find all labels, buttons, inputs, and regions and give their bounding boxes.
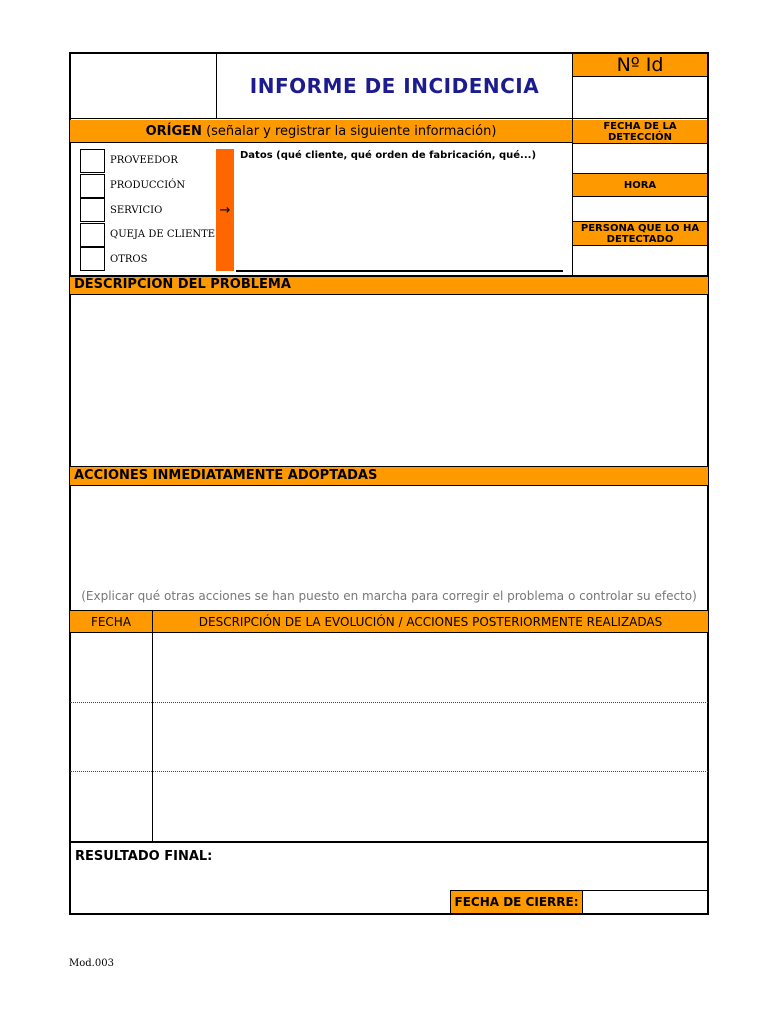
option-label-servicio: SERVICIO <box>110 205 163 216</box>
time-label: HORA <box>573 174 707 197</box>
evolution-description-cell-2[interactable] <box>153 703 708 771</box>
arrow-glyph: → <box>219 202 231 218</box>
option-label-otros: OTROS <box>110 254 148 265</box>
id-label: Nº Id <box>573 54 707 77</box>
problem-header: DESCRIPCIÓN DEL PROBLEMA <box>70 277 708 295</box>
actions-header: ACCIONES INMEDIATAMENTE ADOPTADAS <box>70 467 708 486</box>
checkbox-proveedor[interactable] <box>80 149 105 173</box>
origin-header-note: (señalar y registrar la siguiente información) <box>201 123 497 139</box>
origin-header-label: ORÍGEN <box>145 123 202 139</box>
evolution-date-header: FECHA <box>70 611 152 633</box>
evolution-date-cell-3[interactable] <box>70 772 152 841</box>
final-result-field[interactable] <box>70 866 450 912</box>
evolution-date-cell-1[interactable] <box>70 634 152 702</box>
person-label: PERSONA QUE LO HA DETECTADO <box>573 222 707 246</box>
actions-field[interactable] <box>70 487 708 587</box>
data-label: Datos (qué cliente, qué orden de fabricación, qué...) <box>240 150 537 161</box>
form-title: INFORME DE INCIDENCIA <box>249 74 540 98</box>
actions-hint: (Explicar qué otras acciones se han puesto en marcha para corregir el problema o controlar su efecto) <box>81 589 697 603</box>
problem-description-field[interactable] <box>70 296 708 466</box>
close-date-field[interactable] <box>583 890 708 914</box>
final-result-label: RESULTADO FINAL: <box>75 849 213 864</box>
detection-date-label: FECHA DE LA DETECCIÓN <box>573 120 707 144</box>
data-underline <box>236 270 563 272</box>
evolution-date-cell-2[interactable] <box>70 703 152 771</box>
close-date-label: FECHA DE CIERRE: <box>450 890 583 914</box>
id-field[interactable] <box>573 78 707 118</box>
evolution-description-cell-3[interactable] <box>153 772 708 841</box>
option-label-queja-cliente: QUEJA DE CLIENTE <box>110 229 216 240</box>
checkbox-produccion[interactable] <box>80 174 105 198</box>
person-field[interactable] <box>573 247 707 274</box>
detection-date-field[interactable] <box>573 145 707 173</box>
evolution-bottom-border <box>70 841 708 843</box>
form-code: Mod.003 <box>69 958 114 969</box>
origin-header <box>70 120 572 143</box>
evolution-description-header: DESCRIPCIÓN DE LA EVOLUCIÓN / ACCIONES POSTERIORMENTE REALIZADAS <box>153 611 708 633</box>
checkbox-queja-cliente[interactable] <box>80 223 105 247</box>
evolution-description-cell-1[interactable] <box>153 634 708 702</box>
time-field[interactable] <box>573 198 707 221</box>
data-field[interactable] <box>236 164 562 268</box>
checkbox-servicio[interactable] <box>80 198 105 222</box>
option-label-produccion: PRODUCCIÓN <box>110 180 186 191</box>
option-label-proveedor: PROVEEDOR <box>110 155 178 166</box>
header-divider <box>70 118 708 119</box>
logo-area <box>71 54 215 118</box>
checkbox-otros[interactable] <box>80 247 105 271</box>
arrow-icon <box>216 149 234 271</box>
